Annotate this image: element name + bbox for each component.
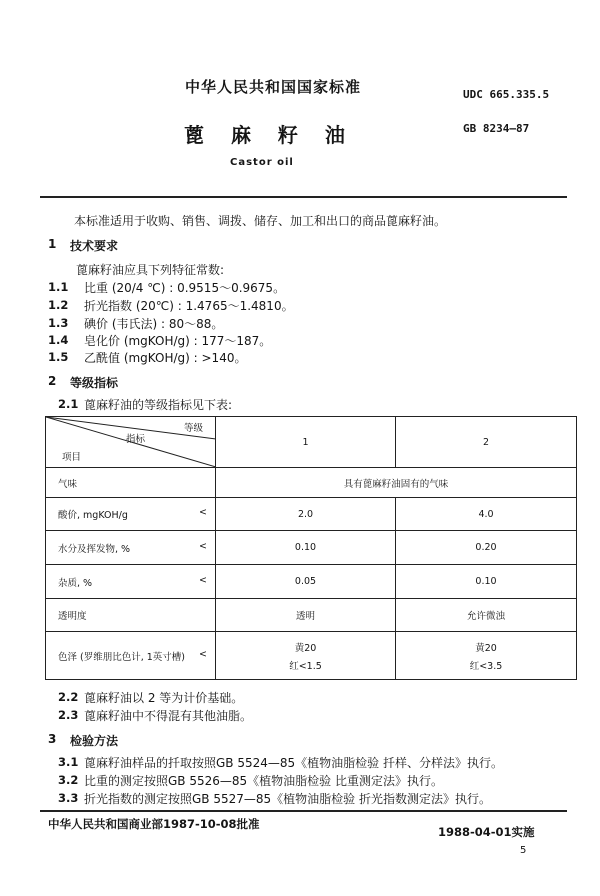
- grade-2-header: 2: [396, 417, 577, 468]
- section-3-number: 3: [48, 732, 57, 746]
- clause-3-1-number: 3.1: [58, 755, 79, 769]
- grade-2-value: 允许微浊: [396, 599, 577, 632]
- header-grade-label: 等级: [184, 423, 204, 434]
- header-index-label: 指标: [126, 434, 146, 445]
- grade-1-value: 透明: [216, 599, 396, 632]
- row-item-label: 色泽 (罗维朋比色计, 1英寸槽): [58, 651, 186, 663]
- section-1-number: 1: [48, 237, 57, 251]
- table-header-corner: [46, 417, 216, 468]
- section-3-title: 检验方法: [70, 734, 119, 748]
- clause-3-1-text: 蓖麻籽油样品的扦取按照GB 5524—85《植物油脂检验 扦样、分样法》执行。: [84, 756, 503, 770]
- header-divider: [40, 196, 567, 198]
- table-row: [46, 565, 577, 599]
- grade-2-color: [396, 632, 577, 680]
- row-comparator: <: [199, 574, 207, 586]
- approval-line: 中华人民共和国商业部1987-10-08批准: [48, 817, 260, 831]
- grade-1-value: 0.10: [216, 531, 396, 565]
- clause-3-2-text: 比重的测定按照GB 5526—85《植物油脂检验 比重测定法》执行。: [84, 774, 443, 788]
- implementation-date: 1988-04-01实施: [438, 825, 535, 839]
- grade-2-yellow: 黄20: [475, 642, 497, 654]
- grade-1-value: 2.0: [216, 498, 396, 531]
- section-2-number: 2: [48, 374, 57, 388]
- grade-1-red: 红<1.5: [289, 660, 322, 672]
- document-title-english: Castor oil: [230, 157, 294, 168]
- clause-1-5-text: 乙酰值 (mgKOH/g) : >140。: [84, 351, 247, 365]
- grade-1-yellow: 黄20: [294, 642, 317, 654]
- document-title: 蓖 麻 籽 油: [184, 123, 355, 147]
- clause-1-2-text: 折光指数 (20℃) : 1.4765～1.4810。: [84, 299, 294, 313]
- clause-2-2-number: 2.2: [58, 690, 79, 704]
- clause-1-3-text: 碘价 (韦氏法) : 80～88。: [84, 317, 224, 331]
- section-1-title: 技术要求: [70, 239, 119, 253]
- clause-1-4-text: 皂化价 (mgKOH/g) : 177～187。: [84, 334, 272, 348]
- table-row: [46, 632, 577, 680]
- clause-3-3-text: 折光指数的测定按照GB 5527—85《植物油脂检验 折光指数测定法》执行。: [84, 792, 491, 806]
- table-row: [46, 531, 577, 565]
- grade-1-value: 0.05: [216, 565, 396, 599]
- header-item-label: 项目: [62, 452, 82, 463]
- section-2-title: 等级指标: [70, 376, 119, 390]
- clause-3-3-number: 3.3: [58, 791, 79, 805]
- grade-2-value: 4.0: [396, 498, 577, 531]
- clause-2-3-text: 蓖麻籽油中不得混有其他油脂。: [84, 709, 253, 723]
- grade-table: [45, 416, 577, 680]
- grade-2-red: 红<3.5: [469, 660, 503, 672]
- clause-1-5-number: 1.5: [48, 350, 69, 364]
- row-item-label: 透明度: [58, 611, 87, 622]
- row-item-label: 杂质, %: [58, 577, 93, 589]
- clause-2-3-number: 2.3: [58, 708, 79, 722]
- clause-3-2-number: 3.2: [58, 773, 79, 787]
- udc-code: UDC 665.335.5: [463, 88, 550, 101]
- table-row: [46, 468, 577, 498]
- footer-divider: [40, 810, 567, 812]
- scope-paragraph: 本标准适用于收购、销售、调拨、储存、加工和出口的商品蓖麻籽油。: [74, 214, 447, 228]
- row-comparator: <: [199, 540, 207, 552]
- row-comparator: <: [199, 507, 207, 518]
- row-comparator: <: [199, 648, 207, 660]
- clause-1-3-number: 1.3: [48, 316, 69, 330]
- table-row: [46, 599, 577, 632]
- grade-2-value: 0.20: [396, 531, 577, 565]
- table-row: [46, 498, 577, 531]
- grade-1-header: 1: [216, 417, 396, 468]
- gb-code: GB 8234—87: [463, 122, 530, 135]
- clause-1-1-number: 1.1: [48, 280, 69, 294]
- grade-2-value: 0.10: [396, 565, 577, 599]
- clause-1-1-text: 比重 (20/4 ℃) : 0.9515～0.9675。: [84, 281, 286, 295]
- clause-2-1-text: 蓖麻籽油的等级指标见下表:: [84, 398, 233, 412]
- section-1-intro: 蓖麻籽油应具下列特征常数:: [76, 263, 225, 277]
- clause-2-2-text: 蓖麻籽油以 2 等为计价基础。: [84, 691, 244, 705]
- standard-country-heading: 中华人民共和国国家标准: [185, 78, 362, 96]
- clause-2-1-number: 2.1: [58, 397, 79, 411]
- odor-value: 具有蓖麻籽油固有的气味: [216, 468, 577, 498]
- clause-1-2-number: 1.2: [48, 298, 69, 312]
- grade-1-color: [216, 632, 396, 680]
- clause-1-4-number: 1.4: [48, 333, 69, 347]
- row-item-label: 气味: [58, 478, 78, 490]
- page-number: 5: [520, 845, 527, 856]
- row-item-label: 水分及挥发物, %: [58, 543, 131, 555]
- row-item-label: 酸价, mgKOH/g: [58, 510, 128, 521]
